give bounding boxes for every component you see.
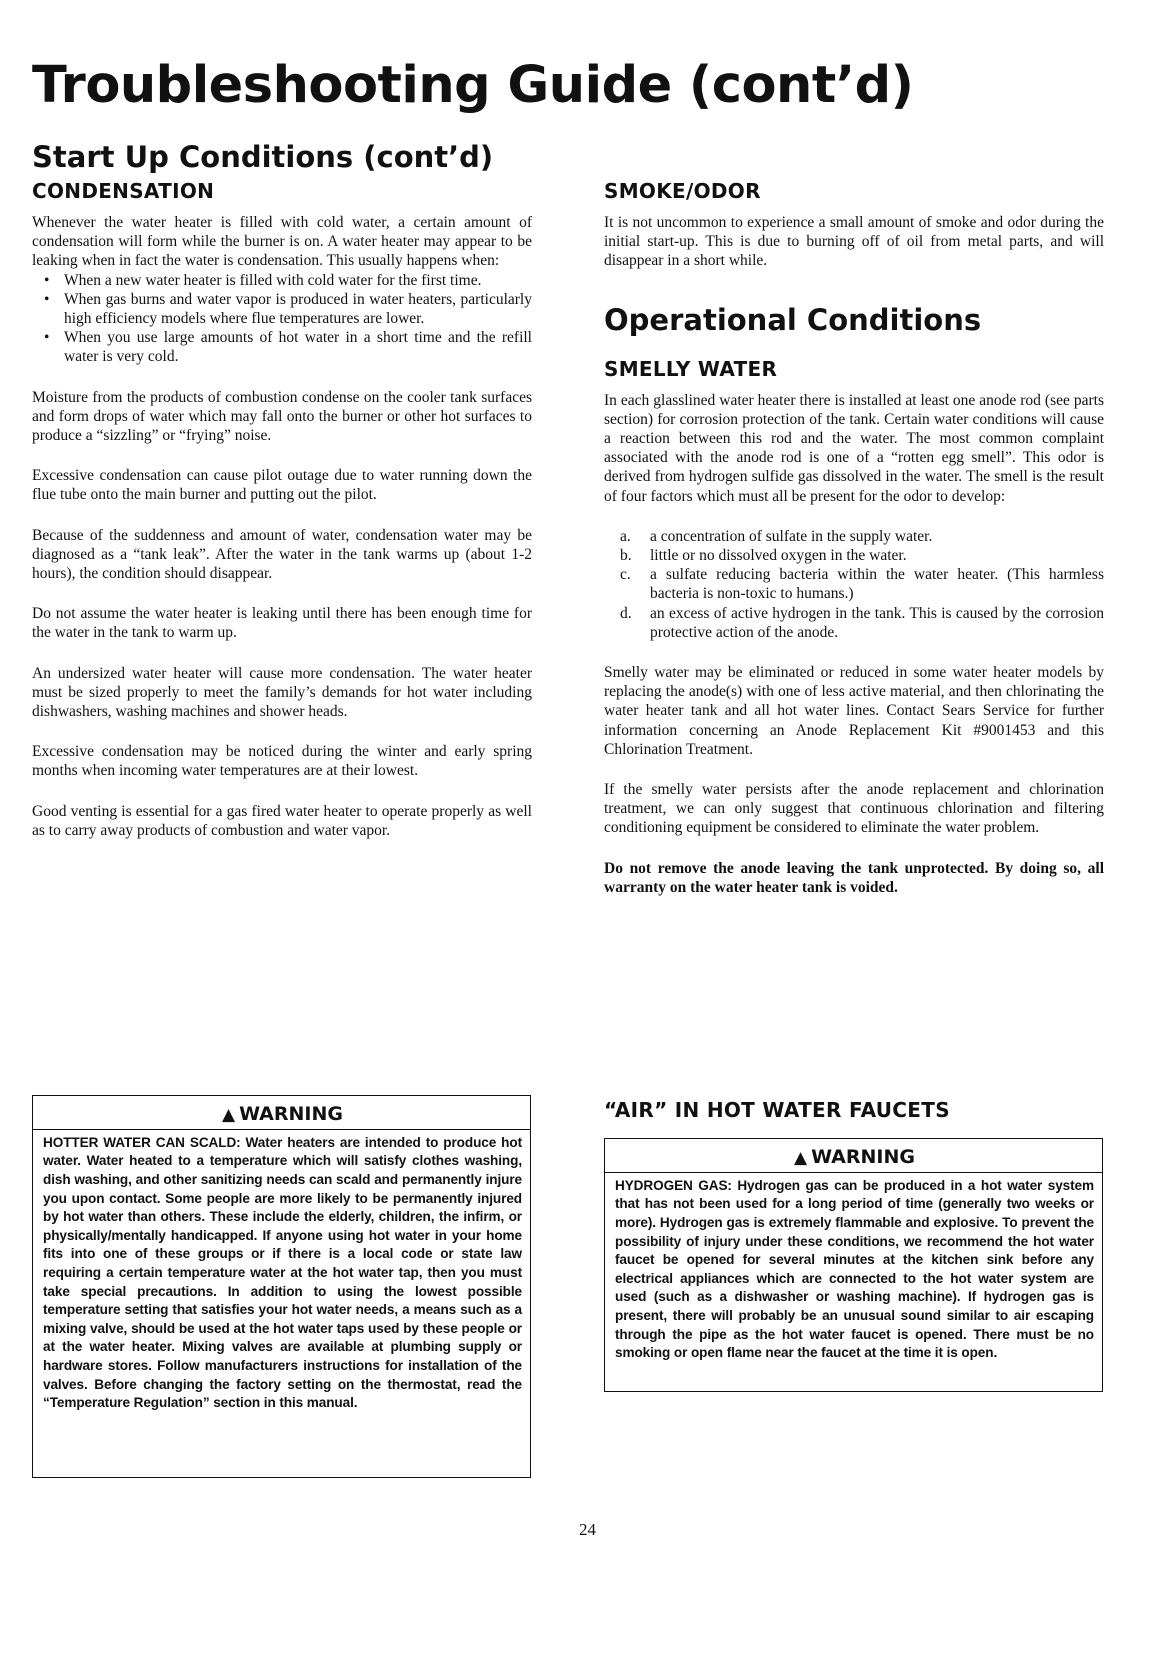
- warning-box-scald: [32, 1095, 531, 1478]
- odor-factors-list: [604, 527, 1104, 642]
- paragraph-chlorination: If the smelly water persists after the anode replacement and chlorination treatment, we can only suggest that continuous chlorination and filtering conditioning equipment be considered to eliminate the water problem.: [604, 780, 1104, 837]
- list-item: c. a sulfate reducing bacteria within the water heater. (This harmless bacteria is non-toxic to humans.): [620, 566, 1104, 603]
- paragraph-undersized: An undersized water heater will cause more condensation. The water heater must be sized properly to meet the family’s demands for hot water including dishwashers, washing machines and shower heads.: [32, 664, 532, 721]
- list-item: a. a concentration of sulfate in the supply water.: [620, 527, 933, 545]
- left-column: [32, 179, 532, 861]
- paragraph-tank-leak: Because of the suddenness and amount of water, condensation water may be diagnosed as a “tank leak”. After the water in the tank warms up (about 1-2 hours), the condition should disappear.: [32, 526, 532, 583]
- divider: [33, 1129, 530, 1130]
- warning-triangle-icon: ▲: [222, 1105, 236, 1125]
- paragraph-anode-replacement: Smelly water may be eliminated or reduced in some water heater models by replacing the anode(s) with one of less active material, and then chlorinating the water heater tank and all hot water lines. Contact Sears Service for further information concerning an Anode Replacement Kit #9001453 and this Chlorination Treatment.: [604, 663, 1104, 758]
- divider: [605, 1172, 1102, 1173]
- smoke-odor-heading: SMOKE/ODOR: [604, 179, 761, 203]
- paragraph-pilot-outage: Excessive condensation can cause pilot outage due to water running down the flue tube onto the main burner and putting out the pilot.: [32, 467, 532, 504]
- warning-box-hydrogen: [604, 1138, 1103, 1392]
- list-item: d. an excess of active hydrogen in the tank. This is caused by the corrosion protective action of the anode.: [620, 604, 1104, 641]
- condensation-heading: CONDENSATION: [32, 179, 215, 203]
- smoke-odor-text: It is not uncommon to experience a small amount of smoke and odor during the initial start-up. This is due to burning off of oil from metal parts, and will disappear in a short while.: [604, 214, 1104, 270]
- warning-title: ▲ WARNING: [222, 1103, 343, 1125]
- operational-conditions-heading: Operational Conditions: [604, 302, 982, 337]
- list-item: b. little or no dissolved oxygen in the water.: [620, 546, 907, 564]
- section-title: Start Up Conditions (cont’d): [32, 140, 494, 174]
- bullet-icon: •: [44, 290, 50, 308]
- bullet-icon: •: [44, 271, 50, 289]
- smelly-water-intro: In each glasslined water heater there is installed at least one anode rod (see parts section) for corrosion protection of the tank. Certain water conditions will cause a reaction between this rod and the water. The most common complaint associated with the anode rod is one of a “rotten egg smell”. This odor is derived from hydrogen sulfide gas dissolved in the water. The smell is the result of four factors which must all be present for the odor to develop:: [604, 391, 1104, 505]
- anode-caution: Do not remove the anode leaving the tank unprotected. By doing so, all warranty on the water heater tank is voided.: [604, 859, 1104, 896]
- paragraph-do-not-assume: Do not assume the water heater is leaking until there has been enough time for the water in the tank to warm up.: [32, 605, 532, 642]
- warning-title: ▲ WARNING: [794, 1146, 915, 1168]
- warning-text: HOTTER WATER CAN SCALD: Water heaters are intended to produce hot water. Water heated to a temperature which will satisfy clothes washing, dish washing, and other sanitizing needs can scald and permanently injure you upon contact. Some people are more likely to be permanently injured by hot water than others. These include the elderly, children, the infirm, or physically/mentally handicapped. If anyone using hot water in your home fits into one of these groups or if there is a local code or state law requiring a certain temperature water at the hot water tap, then you must take special precautions. In addition to using the lowest possible temperature setting that satisfies your hot water needs, a means such as a mixing valve, should be used at the hot water taps used by these people or at the water heater. Mixing valves are available at plumbing supply or hardware stores. Follow manufacturers instructions for installation of the valves. Before changing the factory setting on the thermostat, read the “Temperature Regulation” section in this manual.: [43, 1134, 522, 1411]
- paragraph-moisture: Moisture from the products of combustion condense on the cooler tank surfaces and form drops of water which may fall onto the burner or other hot surfaces to produce a “sizzling” or “frying” noise.: [32, 388, 532, 445]
- list-item: • When gas burns and water vapor is produced in water heaters, particularly high efficiency models where flue temperatures are lower.: [44, 290, 532, 328]
- list-item: • When a new water heater is filled with cold water for the first time.: [44, 271, 482, 289]
- page-number: 24: [579, 1520, 596, 1539]
- page-title: Troubleshooting Guide (cont’d): [32, 56, 914, 115]
- condensation-intro: Whenever the water heater is filled with cold water, a certain amount of condensation will form while the burner is on. A water heater may appear to be leaking when in fact the water is condensation. This usually happens when:: [32, 214, 532, 270]
- right-column: [604, 179, 1104, 897]
- list-item: • When you use large amounts of hot water in a short time and the refill water is very cold.: [44, 329, 532, 366]
- air-in-faucets-heading: “AIR” IN HOT WATER FAUCETS: [604, 1098, 950, 1122]
- bullet-icon: •: [44, 329, 50, 347]
- smelly-water-heading: SMELLY WATER: [604, 356, 778, 381]
- paragraph-venting: Good venting is essential for a gas fired water heater to operate properly as well as to carry away products of combustion and water vapor.: [32, 802, 532, 839]
- paragraph-winter: Excessive condensation may be noticed during the winter and early spring months when incoming water temperatures are at their lowest.: [32, 743, 532, 780]
- warning-text: HYDROGEN GAS: Hydrogen gas can be produced in a hot water system that has not been used for a long period of time (generally two weeks or more). Hydrogen gas is extremely flammable and explosive. To prevent the possibility of injury under these conditions, we recommend the hot water faucet be opened for several minutes at the kitchen sink before any electrical appliances which are connected to the hot water system are used (such as a dishwasher or washing machine). If hydrogen gas is present, there will probably be an unusual sound similar to air escaping through the pipe as the hot water faucet is opened. There must be no smoking or open flame near the faucet at the time it is open.: [615, 1177, 1094, 1361]
- condensation-bullet-list: [32, 271, 532, 367]
- warning-triangle-icon: ▲: [794, 1148, 808, 1168]
